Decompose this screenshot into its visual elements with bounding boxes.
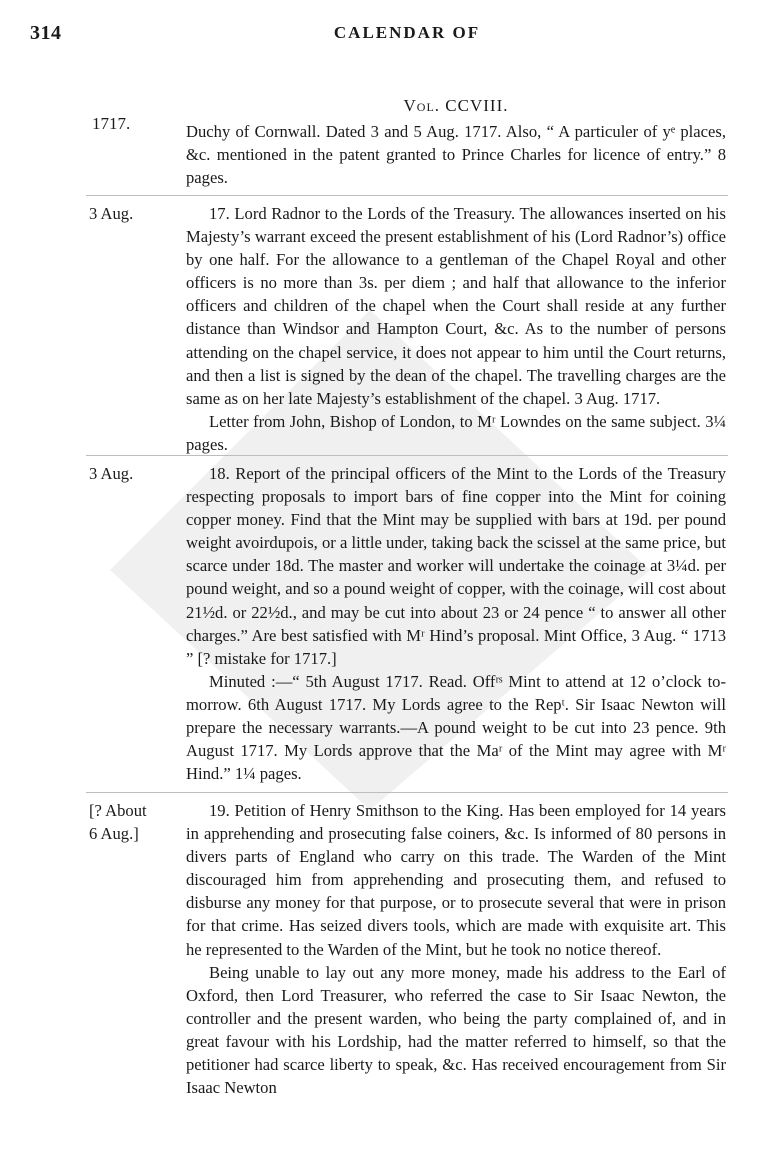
entry-17-date: 3 Aug. [89, 204, 134, 223]
entry-18-para2: Minuted :—“ 5th August 1717. Read. Offʳˢ Mint to attend at 12 o’clock to-morrow. 6th August 1717. My Lords agree to the Repᵗ. Sir Isaac Newton will prepare the necessary warrants.—A pound weight to be cut into 23 pence. 9th August 1717. My Lords approve that the Maʳ of the Mint may agree with Mʳ Hind.” 1¼ pages. [186, 671, 726, 784]
entry-divider [86, 792, 728, 793]
entry-19-para2: Being unable to lay out any more money, made his address to the Earl of Oxford, then Lord Treasurer, who referred the case to Sir Isaac Newton, the controller and the present warden, who being the party complained of, and in great favour with his Lordship, had the matter referred to himself, so that the petitioner had scarce liberty to speak, &c. Has received encouragement from Sir Isaac Newton [186, 962, 726, 1098]
entry-17-para2: Letter from John, Bishop of London, to Mʳ Lowndes on the same subject. 3¼ pages. [186, 411, 726, 454]
running-title: CALENDAR OF [333, 23, 481, 42]
page-number: 314 [30, 22, 62, 44]
entry-divider [86, 195, 728, 196]
entry-19-date-line2: 6 Aug.] [89, 824, 139, 844]
entry-18-para1: 18. Report of the principal officers of the Mint to the Lords of the Treasury respecting proposals to import bars of fine copper into the Mint for coining copper money. Find that the Mint may be supplied with bars at 19d. per pound weight avoirdupois, or a little under, taking back the scissel at the same price, but scarce under 18d. The master and worker will undertake the coinage at 3¼d. per pound weight, and so a pound weight of copper, with the coinage, will cost about 21½d. or 22½d., and may be cut into about 23 or 24 pence “ to answer all other charges.” Are best satisfied with Mʳ Hind’s proposal. Mint Office, 3 Aug. “ 1713 ” [? mistake for 1717.] [186, 464, 726, 668]
entry-17-para1: 17. Lord Radnor to the Lords of the Treasury. The allowances inserted on his Majesty’s warrant exceed the present establishment of his (Lord Radnor’s) office by one half. For the allowance to a gentleman of the Chapel Royal and other officers is no more than 3s. per diem ; and half that allowance to the inferior officers and children of the chapel when the Court shall reside at any further distance than Windsor and Hampton Court, &c. As to the number of persons attending on the chapel service, it does not appear to him until the Court returns, and then a list is signed by the dean of the chapel. The travelling charges are the same as on her late Majesty’s establishment of the chapel. 3 Aug. 1717. [186, 204, 726, 408]
year-margin: 1717. [92, 114, 131, 133]
entry-divider [86, 455, 728, 456]
entry-18 [186, 462, 726, 785]
entry-19-para1: 19. Petition of Henry Smithson to the King. Has been employed for 14 years in apprehending and prosecuting false coiners, &c. Is informed of 80 persons in divers parts of England who carry on this trade. The Warden of the Mint discouraged him from apprehending and prosecuting them, and refused to disburse any money for that purpose, or to prosecute several that were in prison for that crime. Has seized divers tools, which are made with exquisite art. This he represented to the Warden of the Mint, but he took no notice thereof. [186, 801, 726, 959]
entry-17 [186, 202, 726, 456]
entry-intro-text: Duchy of Cornwall. Dated 3 and 5 Aug. 1717. Also, “ A particuler of yᵉ places, &c. mentioned in the patent granted to Prince Charles for licence of entry.” 8 pages. [186, 122, 726, 188]
entry-intro [186, 120, 726, 189]
page-header [30, 22, 728, 52]
entry-19 [186, 799, 726, 1099]
entry-19-date [89, 799, 179, 845]
entry-19-date-line1: [? About [89, 801, 147, 820]
volume-heading: Vol. CCVIII. [403, 96, 509, 115]
entry-18-date: 3 Aug. [89, 464, 134, 483]
